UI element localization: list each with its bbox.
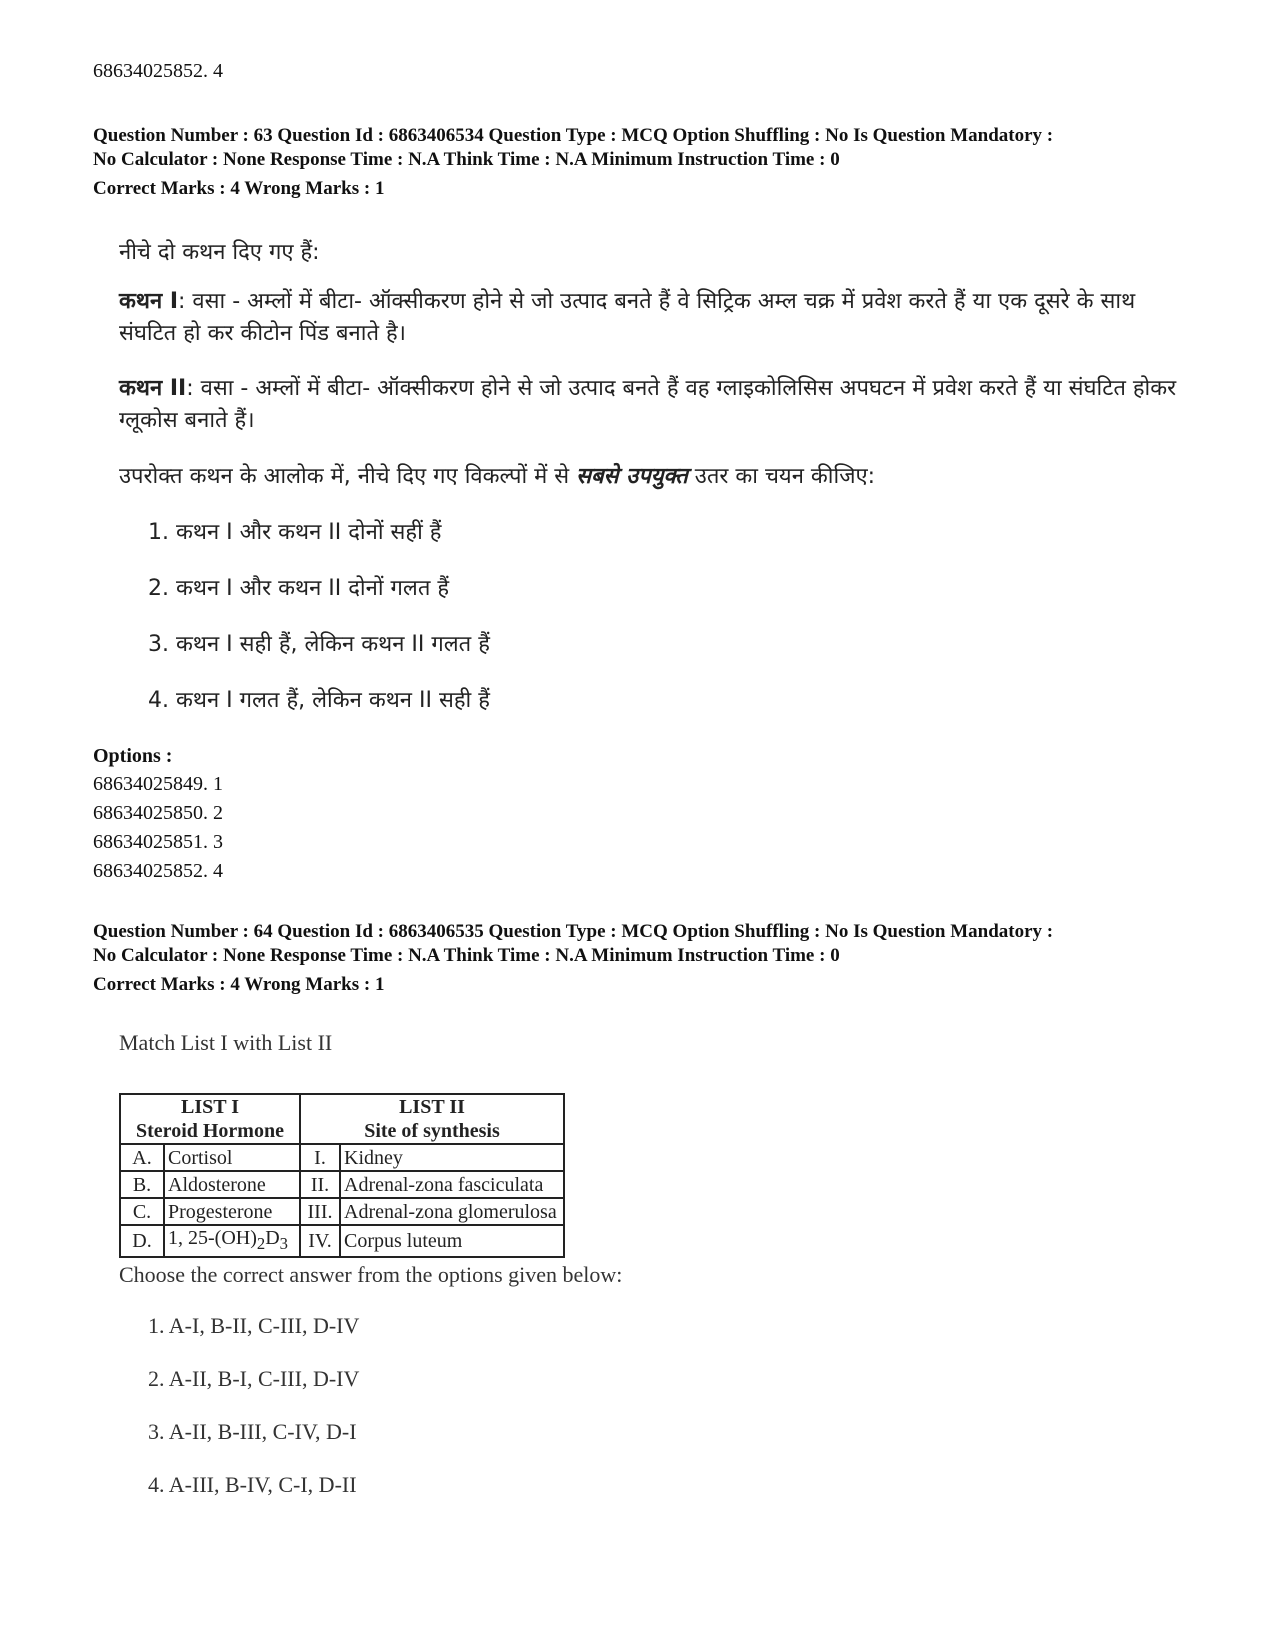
row-numeral: IV. (300, 1225, 340, 1257)
q64-marks: Correct Marks : 4 Wrong Marks : 1 (93, 974, 385, 995)
q64-choice-3: 3. A-II, B-III, C-IV, D-I (148, 1419, 357, 1444)
q64-meta-line-2: No Calculator : None Response Time : N.A Think Time : N.A Minimum Instruction Time : 0 (93, 945, 840, 966)
table-row (120, 1171, 564, 1198)
q63-option-1: 68634025849. 1 (93, 773, 223, 795)
list-2-title: LIST II (399, 1096, 465, 1118)
q64-choice-4: 4. A-III, B-IV, C-I, D-II (148, 1472, 357, 1497)
table-row (120, 1225, 564, 1257)
q63-marks: Correct Marks : 4 Wrong Marks : 1 (93, 178, 385, 199)
q63-options-heading: Options : (93, 745, 173, 767)
synthesis-site: Kidney (340, 1144, 564, 1171)
q63-meta-line-1: Question Number : 63 Question Id : 6863406534 Question Type : MCQ Option Shuffling : No Is Question Mandatory : (93, 125, 1054, 146)
q63-choice-3: 3. कथन I सही हैं, लेकिन कथन II गलत हैं (148, 632, 490, 657)
hormone-name: Aldosterone (164, 1171, 300, 1198)
q63-statement-2 (119, 373, 1179, 437)
q63-statement-2-text: : वसा - अम्लों में बीटा- ऑक्सीकरण होने से जो उत्पाद बनते हैं वह ग्लाइकोलिसिस अपघटन में प्रवेश करते हैं या संघटित होकर ग्लूकोस बनाते हैं। (119, 376, 1177, 433)
synthesis-site: Corpus luteum (340, 1225, 564, 1257)
hormone-name: Cortisol (164, 1144, 300, 1171)
q63-option-3: 68634025851. 3 (93, 831, 223, 853)
previous-answer-line: 68634025852. 4 (93, 60, 223, 82)
q64-instruction: Choose the correct answer from the options given below: (119, 1262, 623, 1287)
row-numeral: II. (300, 1171, 340, 1198)
list-1-subtitle: Steroid Hormone (136, 1120, 284, 1142)
table-row (120, 1198, 564, 1225)
row-letter: A. (120, 1144, 164, 1171)
synthesis-site: Adrenal-zona fasciculata (340, 1171, 564, 1198)
hormone-name: Progesterone (164, 1198, 300, 1225)
q63-options-list (93, 770, 223, 886)
list-2-header (300, 1094, 564, 1144)
q63-statement-1 (119, 286, 1179, 350)
q63-choice-1: 1. कथन I और कथन II दोनों सहीं हैं (148, 520, 442, 545)
row-numeral: I. (300, 1144, 340, 1171)
q63-intro: नीचे दो कथन दिए गए हैं: (119, 240, 320, 265)
q64-choice-2: 2. A-II, B-I, C-III, D-IV (148, 1366, 360, 1391)
synthesis-site: Adrenal-zona glomerulosa (340, 1198, 564, 1225)
q63-choice-4: 4. कथन I गलत हैं, लेकिन कथन II सही हैं (148, 688, 490, 713)
table-row (120, 1144, 564, 1171)
q63-option-2: 68634025850. 2 (93, 802, 223, 824)
q64-choice-1: 1. A-I, B-II, C-III, D-IV (148, 1313, 360, 1338)
q63-option-4: 68634025852. 4 (93, 860, 223, 882)
match-table-header (120, 1094, 564, 1144)
row-letter: B. (120, 1171, 164, 1198)
match-table (119, 1093, 565, 1258)
list-2-subtitle: Site of synthesis (364, 1120, 500, 1142)
q64-meta-line-1: Question Number : 64 Question Id : 6863406535 Question Type : MCQ Option Shuffling : No Is Question Mandatory : (93, 921, 1054, 942)
row-numeral: III. (300, 1198, 340, 1225)
q63-meta-line-2: No Calculator : None Response Time : N.A Think Time : N.A Minimum Instruction Time : 0 (93, 149, 840, 170)
q64-intro: Match List I with List II (119, 1030, 333, 1055)
q63-choice-2: 2. कथन I और कथन II दोनों गलत हैं (148, 576, 450, 601)
list-1-title: LIST I (180, 1096, 239, 1118)
q63-statement-1-label: कथन I (119, 289, 179, 314)
q63-statement-1-text: : वसा - अम्लों में बीटा- ऑक्सीकरण होने से जो उत्पाद बनते हैं वे सिट्रिक अम्ल चक्र में प्रवेश करते हैं या एक दूसरे के साथ संघटित हो कर कीटोन पिंड बनाते है। (119, 289, 1136, 346)
q63-instruction-after: उतर का चयन कीजिए: (687, 464, 876, 489)
q63-instruction (119, 460, 875, 490)
row-letter: D. (120, 1225, 164, 1257)
hormone-name: 1, $25-(OH)_2D_3$ (164, 1225, 300, 1257)
row-letter: C. (120, 1198, 164, 1225)
q63-instruction-before: उपरोक्त कथन के आलोक में, नीचे दिए गए विकल्पों में से (119, 464, 577, 489)
q63-statement-2-label: कथन II (119, 376, 187, 401)
q63-instruction-emphasis: सबसे उपयुक्त (576, 464, 688, 489)
list-1-header (120, 1094, 300, 1144)
